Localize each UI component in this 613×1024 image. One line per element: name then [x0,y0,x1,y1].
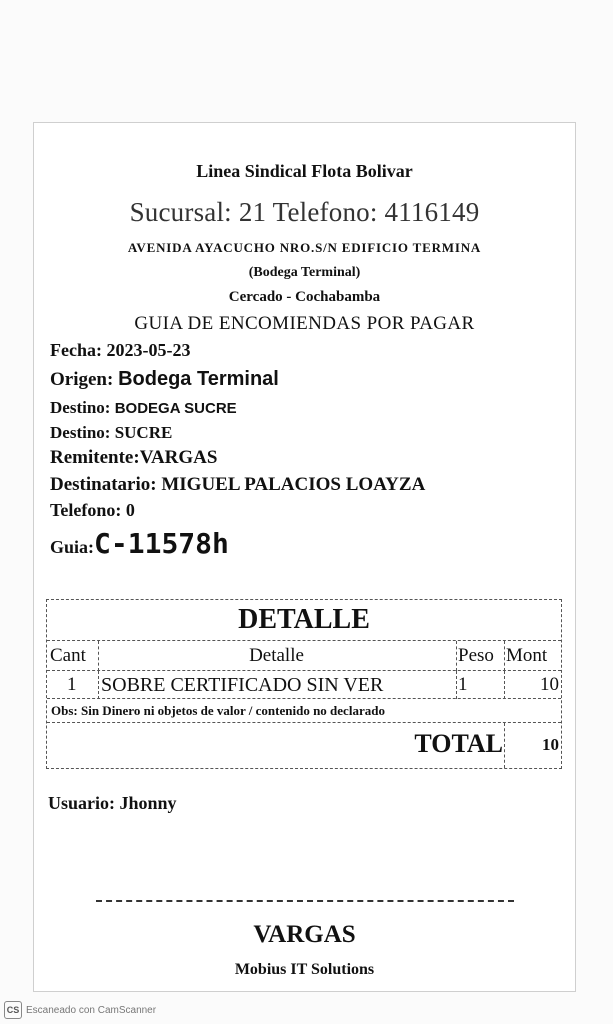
col-detalle-header: Detalle [249,645,304,666]
remitente-value: VARGAS [139,447,218,468]
document-title: GUIA DE ENCOMIENDAS POR PAGAR [134,313,475,334]
detail-table [46,599,562,769]
destinatario-value: MIGUEL PALACIOS LOAYZA [161,474,426,495]
vendor-name: Mobius IT Solutions [234,961,375,978]
col-cant-header: Cant [50,645,86,666]
cell-detalle: SOBRE CERTIFICADO SIN VER [101,673,384,696]
obs-row [47,698,561,723]
telefono-value: 0 [125,500,135,520]
total-label: TOTAL [414,729,503,758]
receipt [33,122,576,992]
fecha-row [50,340,190,361]
destino1-value: BODEGA SUCRE [114,400,237,417]
cell-peso: 1 [458,674,468,695]
origen-row [50,368,279,391]
guia-row [50,527,229,560]
table-header-row [47,640,561,671]
fecha-value: 2023-05-23 [106,340,191,360]
signature-line [96,900,514,902]
signature-name: VARGAS [253,921,356,948]
destinatario-label: Destinatario: [50,474,157,495]
destino-row-2 [50,423,172,443]
destino1-label: Destino: [50,398,111,417]
camscanner-watermark [4,1001,156,1019]
total-value: 10 [542,735,559,754]
camscanner-logo-icon: CS [4,1001,22,1019]
telefono-label: Telefono: [50,500,122,520]
table-row [47,670,561,699]
guia-value: C-11578h [94,527,229,560]
destinatario-row [50,474,425,496]
remitente-row [50,447,217,469]
watermark-text: Escaneado con CamScanner [26,1004,157,1016]
company-name: Linea Sindical Flota Bolivar [196,161,413,181]
detail-title: DETALLE [238,604,370,635]
col-peso-header: Peso [458,645,494,666]
guia-label: Guia: [50,537,95,557]
telefono-row [50,500,135,521]
address: AVENIDA AYACUCHO NRO.S/N EDIFICIO TERMINA [127,240,482,255]
cell-cant: 1 [67,674,77,695]
destino-row-1 [50,398,237,418]
location-name: (Bodega Terminal) [248,265,361,280]
fecha-label: Fecha: [50,340,102,360]
usuario: Usuario: Jhonny [48,793,177,813]
remitente-label: Remitente: [50,447,140,468]
origen-label: Origen: [50,369,114,390]
total-row [47,722,561,768]
obs-text: Obs: Sin Dinero ni objetos de valor / contenido no declarado [51,703,385,718]
origen-value: Bodega Terminal [118,368,279,390]
col-monto-header: Mont [506,645,548,666]
destino2-label: Destino: [50,423,111,442]
destino2-value: SUCRE [114,423,173,442]
cell-monto: 10 [540,674,559,695]
branch-phone: Sucursal: 21 Telefono: 4116149 [129,197,480,227]
city: Cercado - Cochabamba [228,289,381,305]
